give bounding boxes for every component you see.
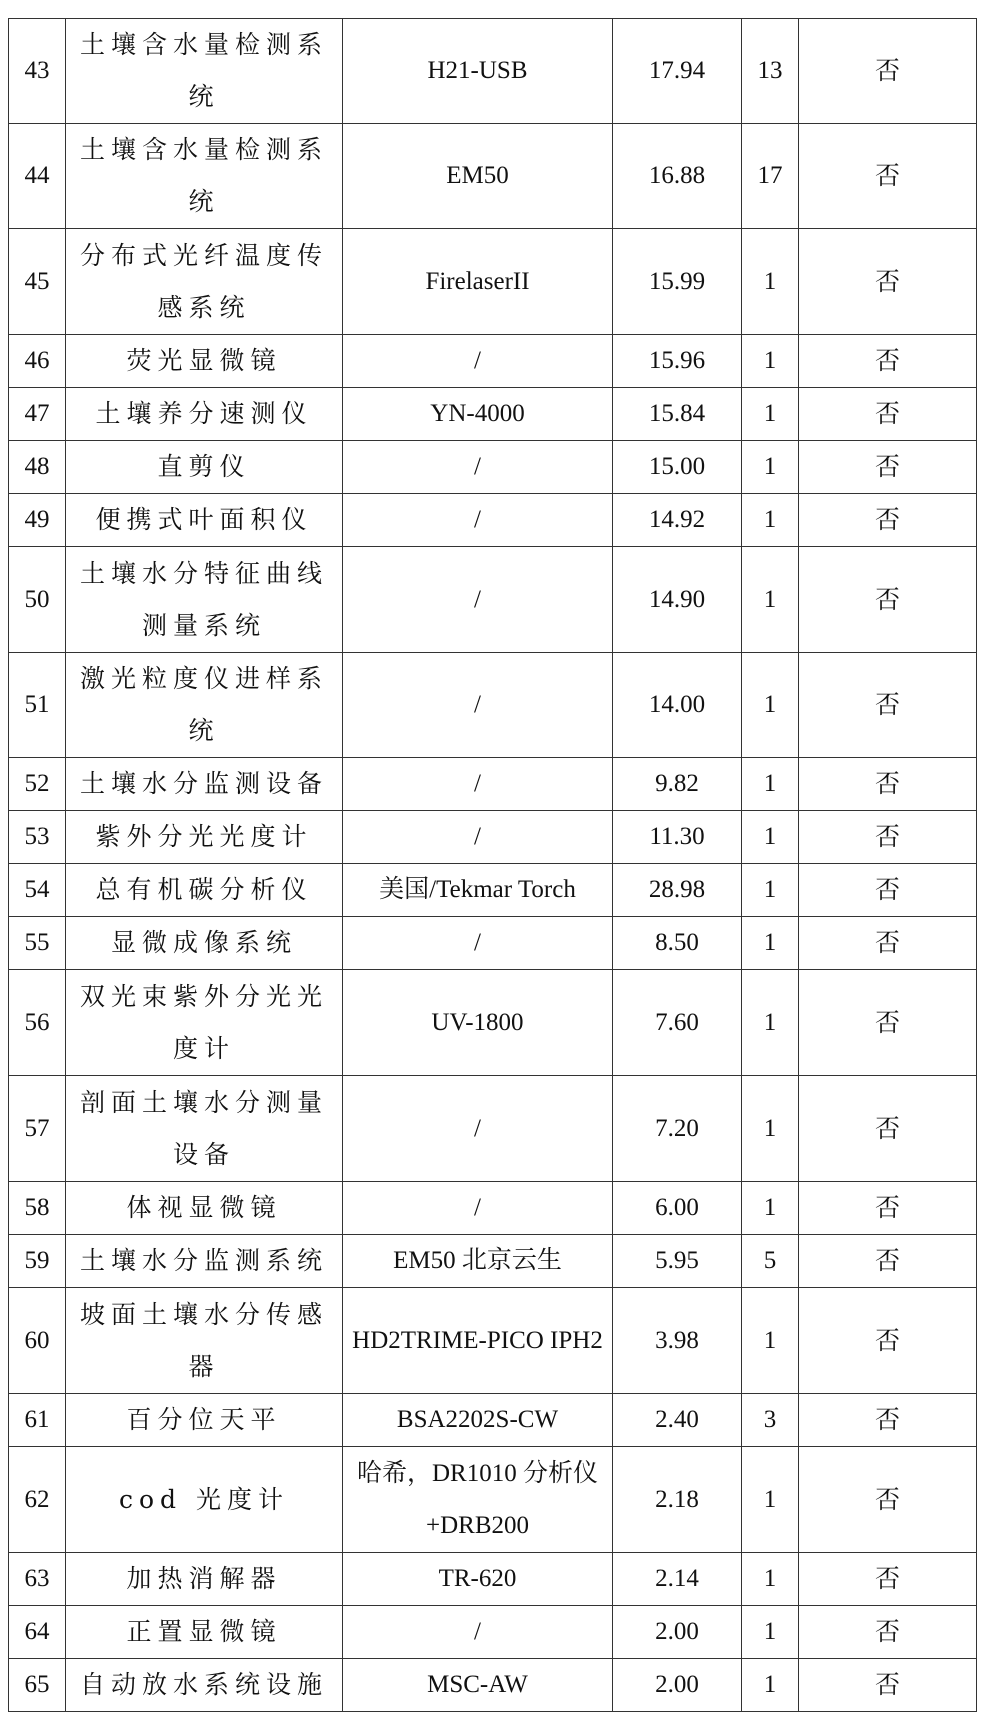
table-row xyxy=(9,1076,977,1182)
table-row xyxy=(9,1447,977,1553)
equipment-name-cell: 双光束紫外分光光度计 xyxy=(66,970,343,1076)
equipment-name-cell: 土壤水分监测系统 xyxy=(66,1235,343,1288)
model-number-cell: FirelaserII xyxy=(343,229,613,335)
import-flag-cell: 否 xyxy=(799,388,977,441)
import-flag-cell: 否 xyxy=(799,1659,977,1712)
import-flag-cell: 否 xyxy=(799,19,977,124)
table-row xyxy=(9,1394,977,1447)
equipment-name-cell: 自动放水系统设施 xyxy=(66,1659,343,1712)
import-flag-cell: 否 xyxy=(799,1606,977,1659)
equipment-name-cell: 百分位天平 xyxy=(66,1394,343,1447)
table-row xyxy=(9,547,977,653)
quantity-cell: 1 xyxy=(742,758,799,811)
unit-price-cell: 7.60 xyxy=(613,970,742,1076)
row-number-cell: 62 xyxy=(9,1447,66,1553)
model-number-cell: / xyxy=(343,653,613,758)
import-flag-cell: 否 xyxy=(799,1076,977,1182)
row-number-cell: 54 xyxy=(9,864,66,917)
model-number-cell: 美国/Tekmar Torch xyxy=(343,864,613,917)
row-number-cell: 64 xyxy=(9,1606,66,1659)
import-flag-cell: 否 xyxy=(799,1235,977,1288)
model-number-cell: / xyxy=(343,758,613,811)
model-number-cell: / xyxy=(343,1076,613,1182)
quantity-cell: 1 xyxy=(742,388,799,441)
equipment-name-cell: 紫外分光光度计 xyxy=(66,811,343,864)
import-flag-cell: 否 xyxy=(799,970,977,1076)
table-row xyxy=(9,441,977,494)
table-row xyxy=(9,1182,977,1235)
model-number-cell: EM50 北京云生 xyxy=(343,1235,613,1288)
quantity-cell: 1 xyxy=(742,441,799,494)
quantity-cell: 1 xyxy=(742,864,799,917)
quantity-cell: 1 xyxy=(742,1659,799,1712)
table-row xyxy=(9,335,977,388)
model-number-cell: MSC-AW xyxy=(343,1659,613,1712)
equipment-name-cell: 土壤含水量检测系统 xyxy=(66,19,343,124)
equipment-name-cell: 体视显微镜 xyxy=(66,1182,343,1235)
import-flag-cell: 否 xyxy=(799,1553,977,1606)
model-number-cell: / xyxy=(343,441,613,494)
equipment-name-cell: 土壤含水量检测系统 xyxy=(66,124,343,229)
quantity-cell: 1 xyxy=(742,1606,799,1659)
unit-price-cell: 15.96 xyxy=(613,335,742,388)
unit-price-cell: 6.00 xyxy=(613,1182,742,1235)
quantity-cell: 5 xyxy=(742,1235,799,1288)
row-number-cell: 51 xyxy=(9,653,66,758)
table-row xyxy=(9,1553,977,1606)
quantity-cell: 1 xyxy=(742,1288,799,1394)
table-row xyxy=(9,1288,977,1394)
quantity-cell: 1 xyxy=(742,1447,799,1553)
unit-price-cell: 17.94 xyxy=(613,19,742,124)
quantity-cell: 1 xyxy=(742,335,799,388)
import-flag-cell: 否 xyxy=(799,1288,977,1394)
import-flag-cell: 否 xyxy=(799,441,977,494)
row-number-cell: 49 xyxy=(9,494,66,547)
import-flag-cell: 否 xyxy=(799,758,977,811)
row-number-cell: 63 xyxy=(9,1553,66,1606)
table-row xyxy=(9,917,977,970)
equipment-name-cell: 土壤养分速测仪 xyxy=(66,388,343,441)
equipment-name-cell: 便携式叶面积仪 xyxy=(66,494,343,547)
quantity-cell: 1 xyxy=(742,229,799,335)
equipment-name-cell: 土壤水分监测设备 xyxy=(66,758,343,811)
quantity-cell: 1 xyxy=(742,970,799,1076)
unit-price-cell: 3.98 xyxy=(613,1288,742,1394)
model-number-cell: EM50 xyxy=(343,124,613,229)
unit-price-cell: 9.82 xyxy=(613,758,742,811)
model-number-cell: / xyxy=(343,917,613,970)
import-flag-cell: 否 xyxy=(799,917,977,970)
row-number-cell: 61 xyxy=(9,1394,66,1447)
quantity-cell: 13 xyxy=(742,19,799,124)
row-number-cell: 59 xyxy=(9,1235,66,1288)
row-number-cell: 50 xyxy=(9,547,66,653)
quantity-cell: 1 xyxy=(742,1182,799,1235)
row-number-cell: 65 xyxy=(9,1659,66,1712)
model-number-cell: / xyxy=(343,494,613,547)
row-number-cell: 56 xyxy=(9,970,66,1076)
table-row xyxy=(9,1659,977,1712)
row-number-cell: 58 xyxy=(9,1182,66,1235)
unit-price-cell: 15.84 xyxy=(613,388,742,441)
unit-price-cell: 16.88 xyxy=(613,124,742,229)
unit-price-cell: 2.00 xyxy=(613,1659,742,1712)
row-number-cell: 53 xyxy=(9,811,66,864)
import-flag-cell: 否 xyxy=(799,124,977,229)
model-number-cell: H21-USB xyxy=(343,19,613,124)
table-row xyxy=(9,758,977,811)
table-row xyxy=(9,864,977,917)
import-flag-cell: 否 xyxy=(799,811,977,864)
table-row xyxy=(9,124,977,229)
table-row xyxy=(9,1606,977,1659)
unit-price-cell: 2.14 xyxy=(613,1553,742,1606)
table-row xyxy=(9,970,977,1076)
row-number-cell: 48 xyxy=(9,441,66,494)
unit-price-cell: 2.40 xyxy=(613,1394,742,1447)
unit-price-cell: 15.00 xyxy=(613,441,742,494)
quantity-cell: 3 xyxy=(742,1394,799,1447)
equipment-name-cell: 分布式光纤温度传感系统 xyxy=(66,229,343,335)
quantity-cell: 1 xyxy=(742,811,799,864)
row-number-cell: 45 xyxy=(9,229,66,335)
row-number-cell: 44 xyxy=(9,124,66,229)
model-number-cell: / xyxy=(343,1606,613,1659)
import-flag-cell: 否 xyxy=(799,547,977,653)
row-number-cell: 60 xyxy=(9,1288,66,1394)
row-number-cell: 43 xyxy=(9,19,66,124)
table-row xyxy=(9,1235,977,1288)
unit-price-cell: 7.20 xyxy=(613,1076,742,1182)
unit-price-cell: 8.50 xyxy=(613,917,742,970)
import-flag-cell: 否 xyxy=(799,229,977,335)
unit-price-cell: 14.00 xyxy=(613,653,742,758)
unit-price-cell: 14.90 xyxy=(613,547,742,653)
model-number-cell: BSA2202S-CW xyxy=(343,1394,613,1447)
import-flag-cell: 否 xyxy=(799,1182,977,1235)
unit-price-cell: 2.18 xyxy=(613,1447,742,1553)
import-flag-cell: 否 xyxy=(799,1447,977,1553)
equipment-name-cell: 激光粒度仪进样系统 xyxy=(66,653,343,758)
equipment-table xyxy=(8,18,977,1712)
equipment-table-body xyxy=(9,19,977,1712)
row-number-cell: 52 xyxy=(9,758,66,811)
quantity-cell: 1 xyxy=(742,653,799,758)
unit-price-cell: 14.92 xyxy=(613,494,742,547)
table-row xyxy=(9,388,977,441)
quantity-cell: 1 xyxy=(742,1553,799,1606)
quantity-cell: 1 xyxy=(742,547,799,653)
import-flag-cell: 否 xyxy=(799,335,977,388)
row-number-cell: 57 xyxy=(9,1076,66,1182)
table-row xyxy=(9,494,977,547)
table-row xyxy=(9,229,977,335)
model-number-cell: TR-620 xyxy=(343,1553,613,1606)
equipment-name-cell: 直剪仪 xyxy=(66,441,343,494)
model-number-cell: / xyxy=(343,547,613,653)
model-number-cell: YN-4000 xyxy=(343,388,613,441)
import-flag-cell: 否 xyxy=(799,1394,977,1447)
model-number-cell: / xyxy=(343,335,613,388)
quantity-cell: 1 xyxy=(742,917,799,970)
quantity-cell: 1 xyxy=(742,1076,799,1182)
row-number-cell: 47 xyxy=(9,388,66,441)
equipment-name-cell: 总有机碳分析仪 xyxy=(66,864,343,917)
import-flag-cell: 否 xyxy=(799,653,977,758)
equipment-name-cell: 显微成像系统 xyxy=(66,917,343,970)
model-number-cell: 哈希，DR1010 分析仪+DRB200 xyxy=(343,1447,613,1553)
unit-price-cell: 2.00 xyxy=(613,1606,742,1659)
import-flag-cell: 否 xyxy=(799,494,977,547)
quantity-cell: 17 xyxy=(742,124,799,229)
model-number-cell: HD2TRIME-PICO IPH2 xyxy=(343,1288,613,1394)
unit-price-cell: 15.99 xyxy=(613,229,742,335)
equipment-name-cell: 正置显微镜 xyxy=(66,1606,343,1659)
equipment-name-cell: 剖面土壤水分测量设备 xyxy=(66,1076,343,1182)
import-flag-cell: 否 xyxy=(799,864,977,917)
equipment-name-cell: 土壤水分特征曲线测量系统 xyxy=(66,547,343,653)
table-row xyxy=(9,19,977,124)
row-number-cell: 46 xyxy=(9,335,66,388)
table-row xyxy=(9,811,977,864)
model-number-cell: / xyxy=(343,1182,613,1235)
equipment-name-cell: cod 光度计 xyxy=(66,1447,343,1553)
equipment-name-cell: 加热消解器 xyxy=(66,1553,343,1606)
unit-price-cell: 5.95 xyxy=(613,1235,742,1288)
quantity-cell: 1 xyxy=(742,494,799,547)
unit-price-cell: 28.98 xyxy=(613,864,742,917)
equipment-name-cell: 坡面土壤水分传感器 xyxy=(66,1288,343,1394)
model-number-cell: / xyxy=(343,811,613,864)
unit-price-cell: 11.30 xyxy=(613,811,742,864)
model-number-cell: UV-1800 xyxy=(343,970,613,1076)
table-row xyxy=(9,653,977,758)
equipment-name-cell: 荧光显微镜 xyxy=(66,335,343,388)
row-number-cell: 55 xyxy=(9,917,66,970)
